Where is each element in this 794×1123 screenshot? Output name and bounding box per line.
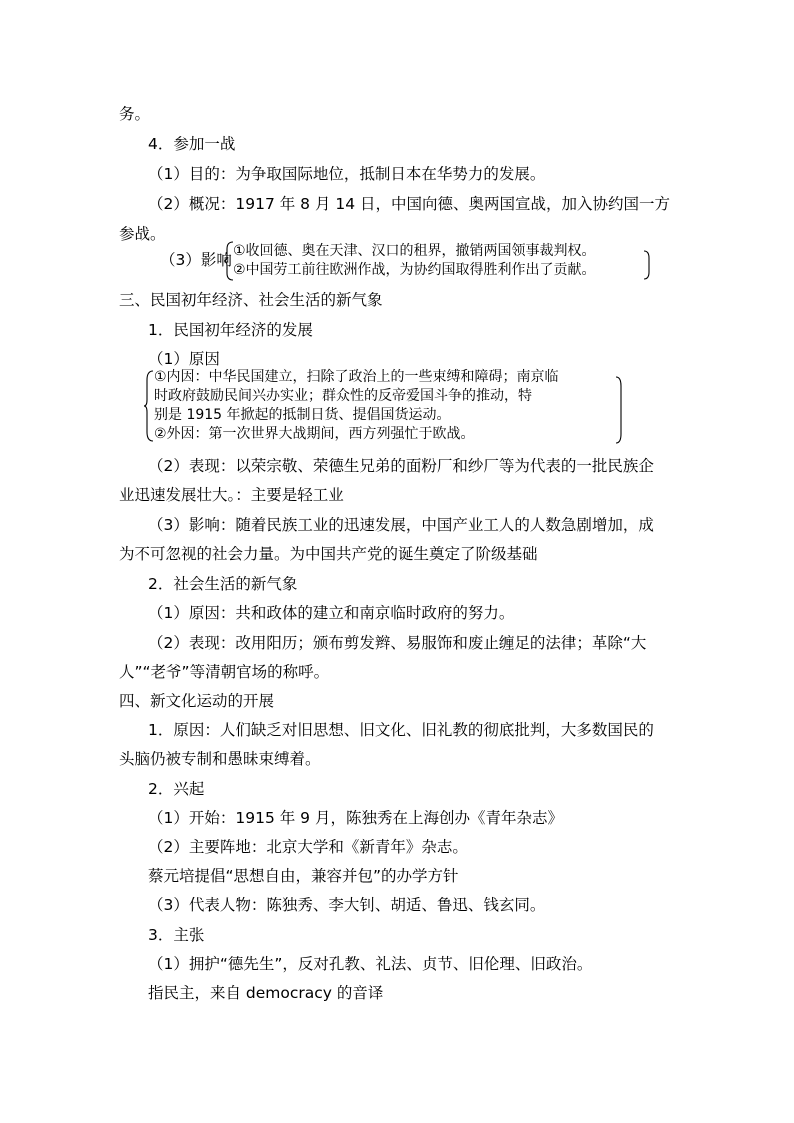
text-line: 指民主，来自 democracy 的音译	[148, 984, 384, 1002]
text-line: （1）开始：1915 年 9 月，陈独秀在上海创办《青年杂志》	[148, 809, 563, 827]
text-line: （1）目的：为争取国际地位，抵制日本在华势力的发展。	[148, 165, 546, 183]
text-line: ①内因：中华民国建立，扫除了政治上的一些束缚和障碍；南京临	[154, 369, 559, 385]
section-heading: 3．主张	[148, 926, 205, 944]
text-line: 务。	[119, 105, 151, 123]
text-line: 业迅速发展壮大。：主要是轻工业	[119, 486, 344, 504]
text-line: （2）概况：1917 年 8 月 14 日，中国向德、奥两国宣战，加入协约国一方	[148, 195, 671, 213]
text-line: （1）原因	[148, 350, 220, 368]
text-line: 别是 1915 年掀起的抵制日货、提倡国货运动。	[154, 407, 451, 423]
text-line: （1）原因：共和政体的建立和南京临时政府的努力。	[148, 604, 515, 622]
right-brace	[643, 250, 651, 280]
section-heading: 1．民国初年经济的发展	[148, 321, 313, 339]
left-brace	[144, 370, 154, 442]
section-heading: 三、民国初年经济、社会生活的新气象	[119, 291, 383, 309]
text-line: （3）影响：随着民族工业的迅速发展，中国产业工人的人数急剧增加，成	[148, 516, 654, 534]
text-line: 蔡元培提倡“思想自由，兼容并包”的办学方针	[148, 867, 459, 885]
text-line: （2）主要阵地：北京大学和《新青年》杂志。	[148, 838, 468, 856]
text-line: 参战。	[119, 225, 166, 243]
text-line: 为不可忽视的社会力量。为中国共产党的诞生奠定了阶级基础	[119, 545, 538, 563]
section-heading: 2．社会生活的新气象	[148, 575, 298, 593]
right-brace	[615, 376, 623, 444]
text-line: （2）表现：以荣宗敬、荣德生兄弟的面粉厂和纱厂等为代表的一批民族企	[148, 457, 654, 475]
section-heading: 2．兴起	[148, 780, 205, 798]
section-heading: 四、新文化运动的开展	[119, 692, 275, 710]
section-heading: 4．参加一战	[148, 135, 236, 153]
text-line: ②外因：第一次世界大战期间，西方列强忙于欧战。	[154, 426, 475, 442]
text-line: 1．原因：人们缺乏对旧思想、旧文化、旧礼教的彻底批判，大多数国民的	[148, 721, 654, 739]
text-line: ②中国劳工前往欧洲作战，为协约国取得胜利作出了贡献。	[233, 262, 596, 278]
text-line: （3）影响	[160, 251, 232, 269]
text-line: （2）表现：改用阳历；颁布剪发辫、易服饰和废止缠足的法律；革除“大	[148, 634, 647, 652]
text-line: 人”“老爷”等清朝官场的称呼。	[119, 663, 330, 681]
text-line: （3）代表人物：陈独秀、李大钊、胡适、鲁迅、钱玄同。	[148, 896, 546, 914]
text-line: ①收回德、奥在天津、汉口的租界，撤销两国领事裁判权。	[233, 243, 596, 259]
text-line: 头脑仍被专制和愚昧束缚着。	[119, 750, 321, 768]
text-line: （1）拥护“德先生”，反对孔教、礼法、贞节、旧伦理、旧政治。	[148, 955, 593, 973]
text-line: 时政府鼓励民间兴办实业；群众性的反帝爱国斗争的推动，特	[154, 388, 532, 404]
